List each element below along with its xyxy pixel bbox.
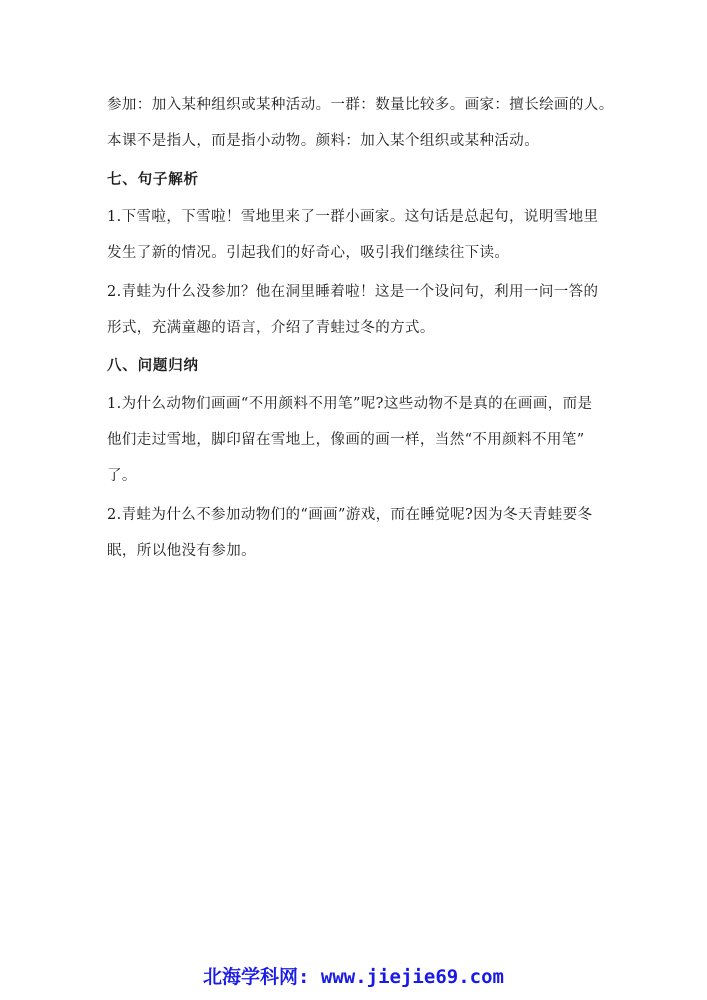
- footer-watermark-link[interactable]: 北海学科网: www.jiejie69.com: [203, 966, 504, 988]
- paragraph-line: 形式，充满童趣的语言，介绍了青蛙过冬的方式。: [107, 320, 435, 336]
- paragraph-line: 参加：加入某种组织或某种活动。一群：数量比较多。画家：擅长绘画的人。: [107, 97, 614, 113]
- paragraph-line: 发生了新的情况。引起我们的好奇心，吸引我们继续往下读。: [107, 245, 510, 261]
- paragraph-line: 眠，所以他没有参加。: [107, 543, 256, 559]
- paragraph-line: 他们走过雪地，脚印留在雪地上，像画的画一样，当然“不用颜料不用笔”: [107, 432, 585, 448]
- paragraph-line: 2.青蛙为什么不参加动物们的“画画”游戏，而在睡觉呢?因为冬天青蛙要冬: [107, 507, 593, 523]
- section-heading-sentence-analysis: 七、句子解析: [107, 172, 199, 188]
- paragraph-line: 1.下雪啦，下雪啦！雪地里来了一群小画家。这句话是总起句，说明雪地里: [107, 209, 599, 225]
- paragraph-line: 2.青蛙为什么没参加？他在洞里睡着啦！这是一个设问句，利用一问一答的: [107, 284, 599, 300]
- paragraph-line: 本课不是指人，而是指小动物。颜料：加入某个组织或某种活动。: [107, 133, 540, 149]
- section-heading-question-summary: 八、问题归纳: [107, 358, 199, 374]
- paragraph-line: 了。: [107, 468, 137, 484]
- paragraph-line: 1.为什么动物们画画“不用颜料不用笔”呢?这些动物不是真的在画画，而是: [107, 396, 593, 412]
